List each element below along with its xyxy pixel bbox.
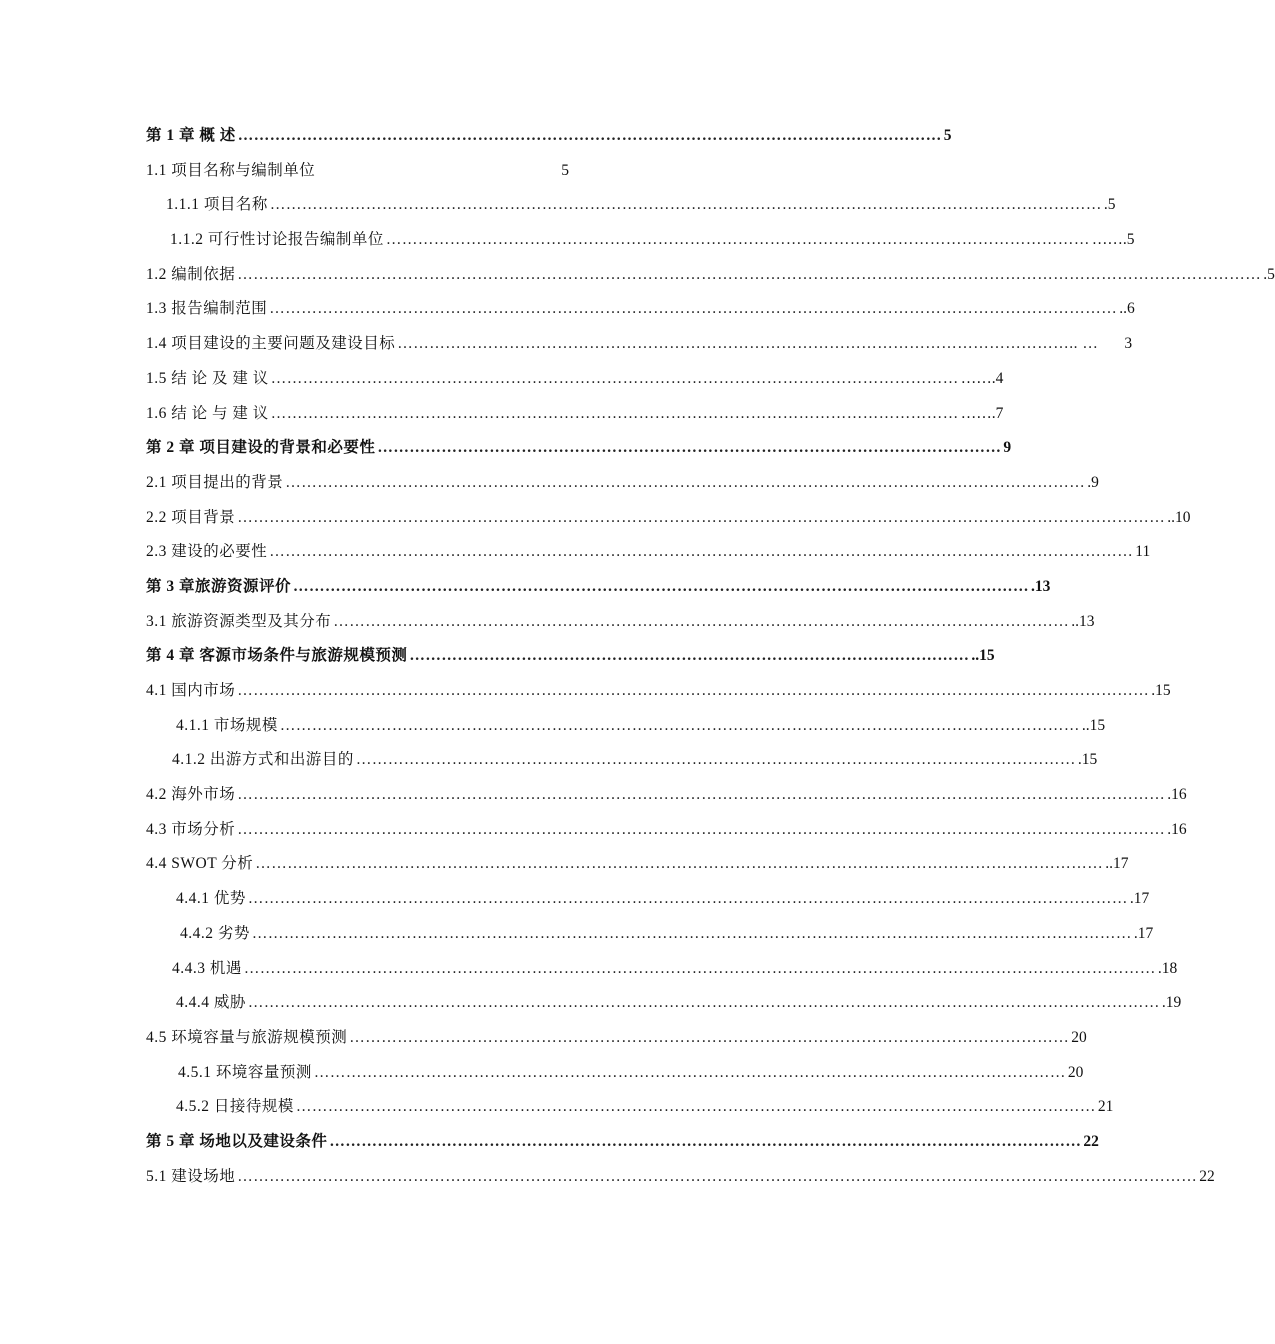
toc-page-number: ..17 [1105, 855, 1129, 873]
toc-entry-title: 1.1.2 可行性讨论报告编制单位 [170, 231, 384, 249]
toc-entry-title: 1.1 项目名称与编制单位 [146, 161, 316, 179]
toc-entry-title: 2.2 项目背景 [146, 508, 236, 526]
toc-leader-dots: …………………………………………………………………………………………………………………………………… [295, 1098, 1096, 1116]
toc-leader-dots: ……………………………………………………………………………………………………………………………………………… [269, 543, 1134, 561]
toc-page-number: .16 [1167, 786, 1187, 804]
toc-leader-dots: ………………………………………………………………………………………………………………………… [293, 577, 1030, 595]
toc-page-number: .15 [1151, 682, 1171, 699]
toc-entry-title: 4.4.3 机遇 [172, 959, 242, 977]
toc-entry-title: 4.5 环境容量与旅游规模预测 [146, 1028, 348, 1046]
toc-entry-title: 4.2 海外市场 [146, 786, 236, 804]
toc-entry-title: 第 1 章 概 述 [146, 127, 236, 144]
toc-page-number: .19 [1161, 994, 1182, 1012]
toc-entry-title: 4.4.1 优势 [176, 890, 246, 908]
toc-entry[interactable] [146, 119, 952, 154]
toc-entry[interactable] [146, 466, 1099, 501]
toc-leader-dots: ……………………………………………………………………………………………………… [377, 439, 1002, 457]
toc-entry-title: 4.5.2 日接待规模 [176, 1098, 294, 1116]
toc-entry-title: 4.1.2 出游方式和出游目的 [172, 751, 354, 769]
toc-page-number: .9 [1087, 473, 1099, 491]
toc-entry-title: 第 2 章 项目建设的背景和必要性 [146, 439, 376, 457]
toc-leader-dots: …………………………………………………………………………………………… [409, 647, 970, 665]
toc-entry[interactable] [146, 188, 1116, 223]
toc-entry[interactable] [146, 1125, 1099, 1160]
toc-page-number: ..15 [971, 647, 995, 665]
toc-page-number: .15 [1077, 751, 1098, 769]
toc-leader-dots: …………………………………………………………………………………………………………………………………………… [269, 300, 1118, 318]
toc-entry-title: 4.4.2 劣势 [180, 924, 250, 942]
table-of-contents [146, 119, 1275, 1194]
toc-page-number: 21 [1097, 1098, 1114, 1116]
toc-entry-title: 1.6 结 论 与 建 议 [146, 404, 269, 422]
toc-entry[interactable] [146, 882, 1150, 917]
toc-entry[interactable] [146, 1021, 1087, 1056]
toc-leader-dots: ……………………………………………………………………………………………………………………………………………………… [237, 682, 1150, 699]
toc-entry[interactable] [146, 917, 1154, 952]
toc-entry[interactable] [146, 292, 1135, 327]
toc-page-number: 5 [943, 127, 952, 144]
toc-leader-dots: ……………………………………………………………………………………………………………………………………………………… [243, 959, 1156, 977]
toc-page-number: ..6 [1119, 300, 1135, 318]
toc-entry-title: 1.4 项目建设的主要问题及建设目标 [146, 335, 396, 353]
toc-entry[interactable] [146, 1160, 1215, 1195]
toc-leader-dots: …………………………………………………………………………………………………………………………………………… [255, 855, 1104, 873]
toc-entry-title: 4.4.4 威胁 [176, 994, 246, 1012]
toc-leader-dots: ……………………………………………………………………………………………………………………… [355, 751, 1076, 769]
toc-entry-title: 第 3 章旅游资源评价 [146, 577, 292, 595]
toc-leader-dots: ……………………………………………………………………………………………………………….. … [397, 335, 1099, 353]
toc-entry[interactable] [146, 1056, 1084, 1091]
toc-leader-dots: ………………………………………………………………………………………………………………………………………………………… [237, 820, 1166, 838]
toc-page-number: 9 [1003, 439, 1012, 457]
toc-leader-dots: ……………………………………………………………………………………………………………………………………………………… [247, 994, 1160, 1012]
toc-entry[interactable] [146, 674, 1171, 709]
toc-entry-title: 4.4 SWOT 分析 [146, 855, 254, 873]
toc-entry-title: 2.3 建设的必要性 [146, 543, 268, 561]
toc-leader-dots: …………………………………………………………………………………………………………………………………… [279, 716, 1080, 734]
toc-page-number: ..15 [1081, 716, 1106, 734]
toc-leader-dots: ………………………………………………………………………………………………………………………………………… [269, 196, 1102, 214]
toc-entry-title: 5.1 建设场地 [146, 1167, 236, 1185]
toc-entry[interactable] [146, 327, 1133, 362]
toc-leader-dots: …………………………………………………………………………………………………………………… [385, 231, 1090, 249]
toc-page-number: 22 [1199, 1167, 1215, 1185]
toc-page-number: 11 [1135, 543, 1151, 561]
toc-entry-title: 4.1 国内市场 [146, 682, 236, 699]
toc-page-number: 3 [1124, 335, 1133, 353]
toc-leader-dots: …………………………………………………………………………………………………………………………… [313, 1063, 1066, 1081]
toc-entry-title: 1.2 编制依据 [146, 265, 236, 283]
toc-page-number: ..13 [1071, 612, 1095, 630]
toc-page-number: .18 [1157, 959, 1178, 977]
toc-entry[interactable] [146, 986, 1182, 1021]
toc-entry[interactable] [146, 1090, 1114, 1125]
toc-entry[interactable] [146, 813, 1187, 848]
toc-entry-title: 2.1 项目提出的背景 [146, 473, 284, 491]
toc-page-number: 22 [1083, 1132, 1099, 1150]
toc-page-number: .17 [1129, 890, 1150, 908]
toc-entry[interactable] [146, 743, 1098, 778]
toc-page-number: .17 [1133, 924, 1154, 942]
toc-entry-title: 1.5 结 论 及 建 议 [146, 369, 269, 387]
toc-page-number: .5 [1103, 196, 1116, 214]
toc-entry[interactable] [146, 605, 1095, 640]
toc-leader-dots: ………………………………………………………………………………………………………………………… [333, 612, 1070, 630]
toc-leader-dots: ………………………………………………………………………………………………………………… [270, 404, 959, 422]
toc-entry[interactable] [146, 639, 995, 674]
toc-leader-dots: …………………………………………………………………………………………………………………………… [329, 1132, 1082, 1150]
toc-leader-dots: ………………………………………………………………………………………………………………… [270, 369, 959, 387]
toc-page-number: .13 [1031, 577, 1051, 595]
toc-page-number: …….7 [960, 404, 1004, 422]
toc-page-number: .16 [1167, 820, 1187, 838]
toc-entry[interactable] [146, 154, 862, 189]
toc-leader-dots: …………………………………………………………………………………………………………………………………… [285, 473, 1086, 491]
toc-entry-title: 1.1.1 项目名称 [166, 196, 268, 214]
toc-entry-title: 4.5.1 环境容量预测 [178, 1063, 312, 1081]
toc-entry-title: 4.1.1 市场规模 [176, 716, 278, 734]
toc-entry[interactable] [146, 570, 1051, 605]
toc-page-number: …….5 [1091, 231, 1135, 249]
toc-entry[interactable] [146, 952, 1178, 987]
toc-entry-title: 4.3 市场分析 [146, 820, 236, 838]
toc-leader-dots: ………………………………………………………………………………………………………………………………………………………… [237, 508, 1166, 526]
toc-page-number: ..10 [1167, 508, 1191, 526]
toc-entry[interactable] [146, 258, 1275, 293]
toc-page-number: 5 [561, 161, 570, 179]
toc-page-number: 20 [1067, 1063, 1084, 1081]
toc-entry[interactable] [146, 535, 1151, 570]
toc-leader-dots: ………………………………………………………………………………………………………………………………………………………………………… [237, 265, 1262, 283]
toc-leader-dots: …………………………………………………………………………………………………………………… [237, 127, 942, 144]
toc-entry[interactable] [146, 847, 1129, 882]
toc-page-number: .5 [1263, 265, 1275, 283]
toc-leader-dots: ………………………………………………………………………………………………………………………………………………… [247, 890, 1128, 908]
toc-entry-title: 1.3 报告编制范围 [146, 300, 268, 318]
toc-entry[interactable] [146, 709, 1106, 744]
toc-entry-title: 第 4 章 客源市场条件与旅游规模预测 [146, 647, 408, 665]
toc-leader-dots: ……………………………………………………………………………………………………………………………………………………………… [237, 1167, 1198, 1185]
toc-entry[interactable] [146, 223, 1135, 258]
toc-entry-title: 第 5 章 场地以及建设条件 [146, 1132, 328, 1150]
toc-entry[interactable] [146, 362, 1004, 397]
toc-page-number: …….4 [960, 369, 1004, 387]
toc-entry-title: 3.1 旅游资源类型及其分布 [146, 612, 332, 630]
toc-entry[interactable] [146, 397, 1004, 432]
toc-leader-dots: ………………………………………………………………………………………………………………………………………………………… [237, 786, 1166, 804]
toc-entry[interactable] [146, 778, 1187, 813]
toc-page-number: 20 [1071, 1028, 1087, 1046]
toc-entry[interactable] [146, 501, 1191, 536]
toc-leader-dots: ……………………………………………………………………………………………………………………… [349, 1028, 1070, 1046]
toc-entry[interactable] [146, 431, 1012, 466]
toc-leader-dots: ………………………………………………………………………………………………………………………………………………… [251, 924, 1132, 942]
